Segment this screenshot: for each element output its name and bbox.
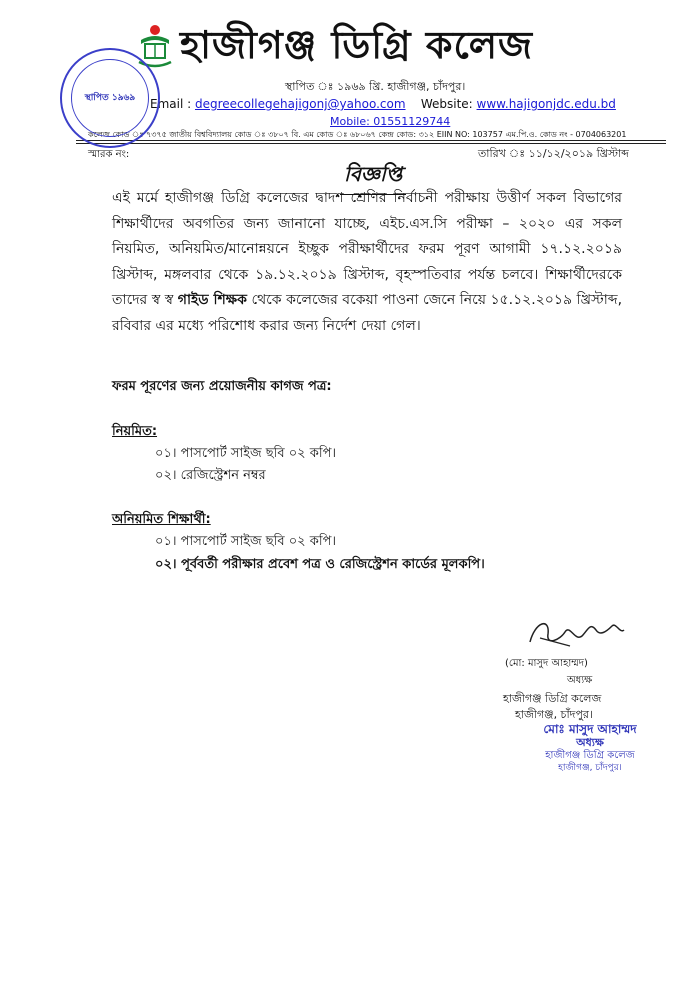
notice-body-part-2: থেকে কলেজের বকেয়া পাওনা জেনে নিয়ে ১৫.১২.২০১৯ খ্রিস্টাব্দ, রবিবার এর মধ্যে পরিশোধ করার জন্য নির্দেশ দেয়া গেল।: [112, 292, 623, 334]
notice-title: বিজ্ঞপ্তি: [340, 160, 406, 195]
list-item: ০১। পাসপোর্ট সাইজ ছবি ০২ কপি।: [155, 446, 337, 461]
notice-date: তারিখ ঃ ১১/১২/২০১৯ খ্রিস্টাব্দ: [478, 147, 629, 160]
website-label: Website:: [420, 97, 473, 111]
established-line: স্থাপিত ঃ ১৯৬৯ খ্রি. হাজীগঞ্জ, চাঁদপুর।: [285, 80, 466, 93]
mobile-number: Mobile: 01551129744: [330, 115, 451, 128]
contact-row: [150, 97, 616, 111]
website-link[interactable]: www.hajigonjdc.edu.bd: [476, 97, 616, 111]
list-item: ০২। রেজিস্ট্রেশন নম্বর: [155, 468, 266, 483]
institution-codes: কলেজ কোড ঃ ৭৩৭৫ জাতীয় বিশ্ববিদ্যালয় কোড ঃ ৩৮০৭ বি. এম কোড ঃ ৬৮০৬৭ কেন্দ্র কোড: ৩১২ EIIN NO: 103757 এম.পি.ও. কোড নং - 0704063201: [88, 130, 627, 139]
office-round-stamp: [60, 48, 160, 148]
requirements-heading: ফরম পূরণের জন্য প্রয়োজনীয় কাগজ পত্র:: [112, 379, 332, 394]
notice-body: [112, 186, 622, 339]
stamp-center-text: স্থাপিত ১৯৬৯: [84, 93, 136, 103]
list-item: ০১। পাসপোর্ট সাইজ ছবি ০২ কপি।: [155, 534, 337, 549]
header-divider-2: [76, 143, 666, 144]
signatory-place: হাজীগঞ্জ, চাঁদপুর।: [515, 708, 593, 721]
email-link[interactable]: degreecollegehajigonj@yahoo.com: [194, 97, 406, 111]
notice-body-part-1: এই মর্মে হাজীগঞ্জ ডিগ্রি কলেজের দ্বাদশ শ্রেণির নির্বাচনী পরীক্ষায় উত্তীর্ণ সকল বিভাগের শিক্ষার্থীদের অবগতির জন্য জানানো যাচ্ছে, এইচ.এস.সি পরীক্ষা – ২০২০ এর সকল নিয়মিত, অনিয়মিত/মানোন্নয়নে ইচ্ছুক পরীক্ষার্থীদের ফরম পূরণ আগামী ১৭.১২.২০১৯ খ্রিস্টাব্দ, মঙ্গলবার থেকে ১৯.১২.২০১৯ খ্রিস্টাব্দ, বৃহস্পতিবার পর্যন্ত চলবে। শিক্ষার্থীদেরকে তাদের স্ব স্ব: [112, 190, 622, 308]
email-label: Email :: [150, 97, 192, 111]
seal-name: মোঃ মাসুদ আহাম্মদ: [543, 722, 637, 736]
seal-college: হাজীগঞ্জ ডিগ্রি কলেজ: [545, 750, 635, 761]
notice-body-bold: গাইড শিক্ষক: [177, 292, 247, 308]
principal-signature: [520, 612, 630, 657]
header-divider: [76, 140, 666, 141]
principal-seal: [510, 722, 670, 774]
regular-heading: নিয়মিত:: [112, 424, 158, 439]
memo-number: স্মারক নং:: [88, 149, 130, 160]
irregular-heading: অনিয়মিত শিক্ষার্থী:: [112, 512, 211, 527]
college-name: হাজীগঞ্জ ডিগ্রি কলেজ: [180, 22, 534, 67]
signatory-college: হাজীগঞ্জ ডিগ্রি কলেজ: [503, 692, 602, 705]
signatory-name: (মো: মাসুদ আহাম্মদ): [505, 658, 588, 669]
seal-place: হাজীগঞ্জ, চাঁদপুর।: [558, 763, 622, 773]
list-item: ০২। পূর্ববর্তী পরীক্ষার প্রবেশ পত্র ও রেজিস্ট্রেশন কার্ডের মূলকপি।: [155, 557, 485, 572]
seal-title: অধ্যক্ষ: [576, 736, 604, 749]
signatory-title: অধ্যক্ষ: [567, 675, 593, 686]
